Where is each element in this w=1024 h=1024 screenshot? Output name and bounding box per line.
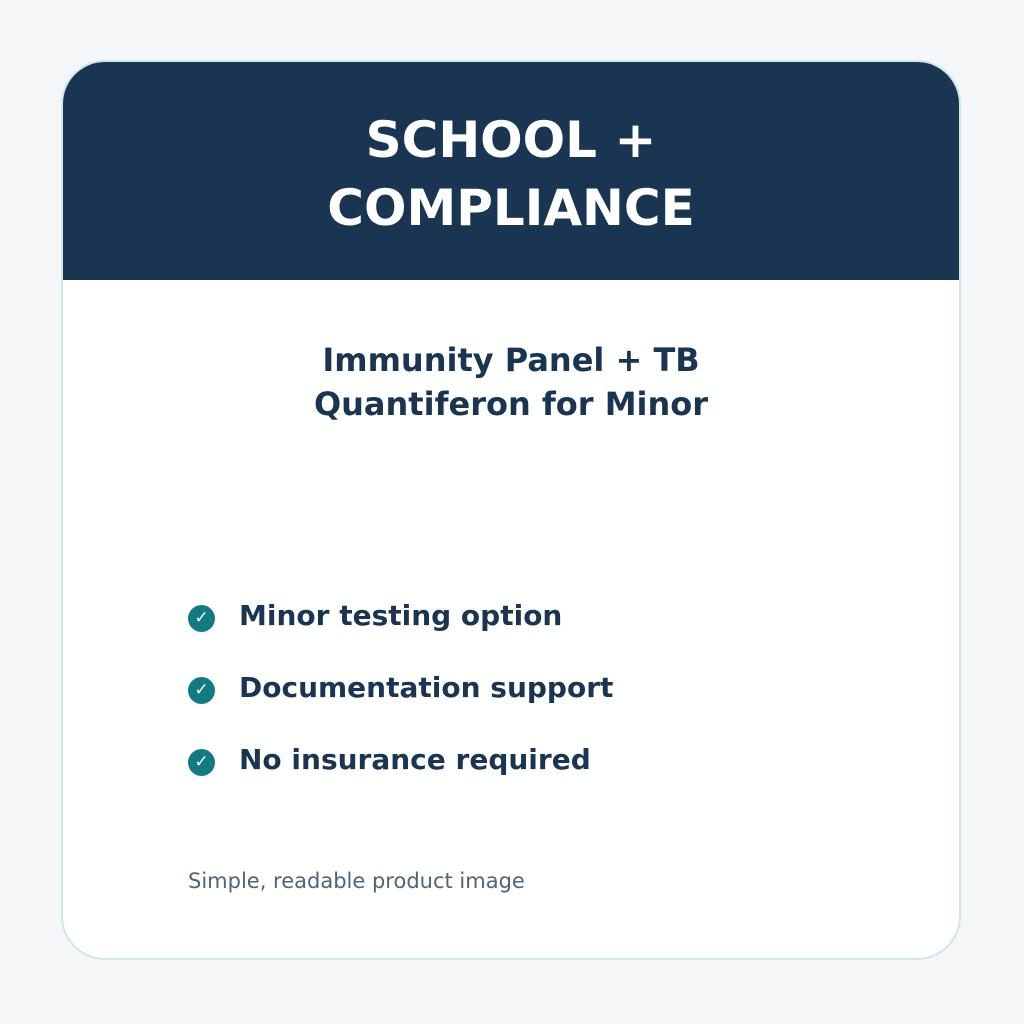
product-title-line-2: Quantiferon for Minor — [313, 385, 709, 423]
feature-label: No insurance required — [239, 743, 591, 776]
feature-item — [188, 580, 613, 652]
feature-item — [188, 652, 613, 724]
product-title-line-1: Immunity Panel + TB — [322, 341, 700, 379]
feature-list — [188, 580, 613, 796]
feature-label: Minor testing option — [239, 599, 563, 632]
checkmark-icon: ✓ — [188, 749, 215, 776]
checkmark-icon: ✓ — [188, 605, 215, 632]
feature-label: Documentation support — [239, 671, 614, 704]
card-header — [63, 62, 959, 280]
footnote: Simple, readable product image — [188, 869, 525, 893]
product-title — [63, 338, 959, 426]
checkmark-icon: ✓ — [188, 677, 215, 704]
header-title: SCHOOL + COMPLIANCE — [327, 111, 695, 237]
product-card — [61, 60, 961, 960]
feature-item — [188, 724, 613, 796]
